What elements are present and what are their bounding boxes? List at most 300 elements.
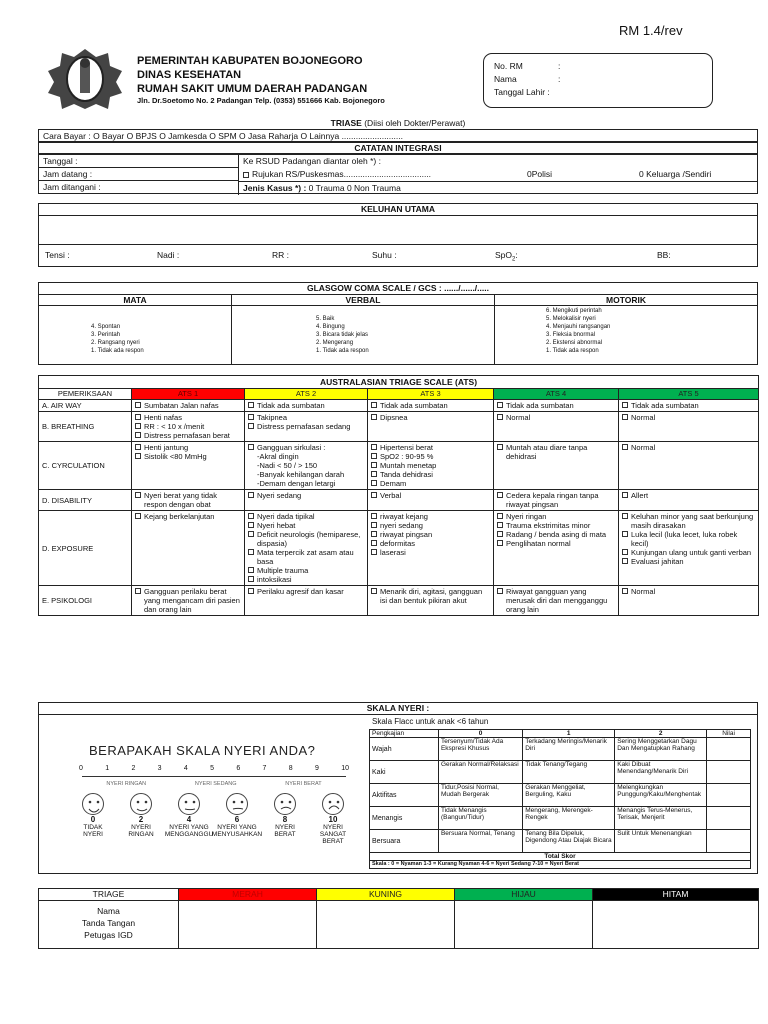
signature-hitam[interactable] xyxy=(593,901,759,949)
checkbox-icon[interactable] xyxy=(248,549,254,555)
triage-hijau: HIJAU xyxy=(455,889,593,901)
no-rm-label: No. RM xyxy=(494,61,523,71)
gcs-verbal-item: 3. Bicara tidak jelas xyxy=(316,332,369,338)
ats-option-label: Tidak ada sumbatan xyxy=(380,401,448,410)
band-sedang: NYERI SEDANG xyxy=(194,781,237,787)
checkbox-icon[interactable] xyxy=(371,444,377,450)
ats-cell xyxy=(619,412,759,442)
face-icon xyxy=(322,793,344,815)
checkbox-icon[interactable] xyxy=(622,492,628,498)
face-item[interactable] xyxy=(121,793,161,845)
checkbox-icon[interactable] xyxy=(622,402,628,408)
checkbox-icon[interactable] xyxy=(135,513,141,519)
gcs-verbal-list xyxy=(232,306,495,364)
ats-option[interactable] xyxy=(248,401,364,410)
ats-option[interactable] xyxy=(371,443,490,452)
ats-option-label: Perilaku agresif dan kasar xyxy=(257,587,344,596)
triage-footer-table xyxy=(38,888,759,949)
checkbox-icon[interactable] xyxy=(622,549,628,555)
signature-kuning[interactable] xyxy=(317,901,455,949)
gcs-verbal-item: 4. Bingung xyxy=(316,324,345,330)
ats-option[interactable] xyxy=(622,443,755,452)
checkbox-icon[interactable] xyxy=(248,576,254,582)
ats-option[interactable] xyxy=(622,512,755,530)
checkbox-icon[interactable] xyxy=(497,513,503,519)
band-ringan: NYERI RINGAN xyxy=(106,781,147,787)
pain-faces xyxy=(73,793,363,845)
ats-option-label: -Banyak kehilangan darah xyxy=(257,470,345,479)
flacc-nilai-cell[interactable] xyxy=(707,807,751,830)
ats-option-label: -Nadi < 50 / > 150 xyxy=(257,461,318,470)
ats-option-label: intoksikasi xyxy=(257,575,292,584)
catatan-body xyxy=(38,154,758,194)
face-item[interactable] xyxy=(211,793,263,845)
ats-option[interactable] xyxy=(248,491,364,500)
ats-cell xyxy=(245,442,368,490)
ats-option-label: Henti nafas xyxy=(144,413,182,422)
ats-option[interactable] xyxy=(135,587,241,614)
gcs-section xyxy=(38,282,758,365)
ats-cell xyxy=(368,412,494,442)
ats-cell xyxy=(368,442,494,490)
checkbox-icon[interactable] xyxy=(371,540,377,546)
checkbox-icon[interactable] xyxy=(622,588,628,594)
spo2-label xyxy=(495,250,518,263)
ats-option-label: Trauma ekstrimitas minor xyxy=(506,521,591,530)
gcs-mata-item: 4. Spontan xyxy=(91,324,121,330)
ats-row-label: E. PSIKOLOGI xyxy=(39,586,132,616)
checkbox-icon[interactable] xyxy=(135,402,141,408)
ats-option[interactable] xyxy=(248,512,364,521)
flacc-row xyxy=(370,784,751,807)
rujukan-option[interactable] xyxy=(243,169,431,179)
checkbox-icon[interactable] xyxy=(371,471,377,477)
jenis-kasus-label: Jenis Kasus *) : xyxy=(243,183,307,193)
ats-option-label: riwayat pingsan xyxy=(380,530,433,539)
ats-option-label: Hipertensi berat xyxy=(380,443,433,452)
ats-option[interactable] xyxy=(371,587,490,605)
face-item[interactable] xyxy=(73,793,113,845)
ats-option-label: Normal xyxy=(631,443,656,452)
flacc-cell: Gerakan Menggeliat, Berguling, Kaku xyxy=(523,784,615,807)
signature-merah[interactable] xyxy=(179,901,317,949)
face-label: TIDAK NYERI xyxy=(83,824,103,838)
ats-option[interactable] xyxy=(497,512,615,521)
ats-option[interactable] xyxy=(248,548,364,566)
flacc-cell: Tersenyum/Tidak Ada Ekspresi Khusus xyxy=(438,738,522,761)
ats-row xyxy=(39,412,759,442)
ats-cell xyxy=(245,511,368,586)
ats-option[interactable] xyxy=(497,530,615,539)
catatan-title xyxy=(38,142,758,154)
checkbox-icon[interactable] xyxy=(135,423,141,429)
ats-option-label: Kejang berkelanjutan xyxy=(144,512,215,521)
checkbox-icon[interactable] xyxy=(371,549,377,555)
flacc-nilai-cell[interactable] xyxy=(707,761,751,784)
pain-question: BERAPAKAH SKALA NYERI ANDA? xyxy=(89,743,316,758)
triase-title xyxy=(38,118,758,128)
skala-nyeri-title: SKALA NYERI : xyxy=(39,703,757,715)
ats-option-label: Distress pernafasan sedang xyxy=(257,422,351,431)
flacc-nilai-cell[interactable] xyxy=(707,738,751,761)
checkbox-icon[interactable] xyxy=(622,444,628,450)
face-item[interactable] xyxy=(164,793,214,845)
ats-option-label: nyeri sedang xyxy=(380,521,423,530)
ats-option[interactable] xyxy=(135,443,241,452)
face-value: 4 xyxy=(186,815,192,824)
ats-option[interactable] xyxy=(248,566,364,575)
ats-cell xyxy=(368,586,494,616)
ats-option[interactable] xyxy=(248,479,364,488)
gcs-verbal-item: 5. Baik xyxy=(316,316,335,322)
keluarga-option[interactable]: 0 Keluarga /Sendiri xyxy=(639,169,712,179)
ats-option-label: Radang / benda asing di mata xyxy=(506,530,607,539)
ats-option[interactable] xyxy=(371,452,490,461)
gcs-motorik-item: 2. Ekstensi abnormal xyxy=(546,340,603,346)
checkbox-icon[interactable] xyxy=(497,414,503,420)
ats-option[interactable] xyxy=(371,512,490,521)
checkbox-icon[interactable] xyxy=(135,588,141,594)
ats-option[interactable] xyxy=(371,479,490,488)
scale-number: 3 xyxy=(157,765,162,772)
patient-id-box xyxy=(483,53,713,108)
checkbox-icon[interactable] xyxy=(622,558,628,564)
gcs-motorik-list xyxy=(495,306,757,364)
nama-colon: : xyxy=(558,74,561,84)
flacc-cell: Melengkungkan Punggung/Kaku/Menghentak xyxy=(615,784,707,807)
scale-number: 9 xyxy=(314,765,319,772)
ats-option[interactable] xyxy=(371,413,490,422)
flacc-title: Skala Flacc untuk anak <6 tahun xyxy=(372,717,489,726)
checkbox-icon[interactable] xyxy=(135,414,141,420)
ats-option-label: Demam xyxy=(380,479,407,488)
nama-label: Nama xyxy=(494,74,517,84)
ats-level-3: ATS 3 xyxy=(368,389,494,400)
ats-option[interactable] xyxy=(135,491,241,509)
ats-cell xyxy=(132,586,245,616)
checkbox-icon[interactable] xyxy=(371,453,377,459)
flacc-total: Total Skor xyxy=(370,853,751,861)
ats-cell xyxy=(132,511,245,586)
ats-option-label: Sumbatan Jalan nafas xyxy=(144,401,219,410)
jam-datang-field: Jam datang : xyxy=(39,168,238,181)
flacc-scale-note: Skala : 0 = Nyaman 1-3 = Kurang Nyaman 4-6 = Nyeri Sedang 7-10 = Nyeri Berat xyxy=(370,861,751,869)
ats-option[interactable] xyxy=(497,587,615,614)
ats-option[interactable] xyxy=(135,401,241,410)
ats-row-label: D. DISABILITY xyxy=(39,490,132,511)
face-icon xyxy=(178,793,200,815)
ats-option[interactable] xyxy=(622,401,755,410)
ats-option-label: Gangguan sirkulasi : xyxy=(257,443,326,452)
ats-option[interactable] xyxy=(371,521,490,530)
flacc-rows xyxy=(370,738,751,853)
ats-cell xyxy=(494,586,619,616)
faces-row xyxy=(73,793,353,845)
ats-option[interactable] xyxy=(371,470,490,479)
checkbox-icon[interactable] xyxy=(243,172,249,178)
scale-number: 6 xyxy=(236,765,241,772)
flacc-head: Nilai xyxy=(707,730,751,738)
ats-option[interactable] xyxy=(248,470,364,479)
checkbox-icon[interactable] xyxy=(622,531,628,537)
ats-cell xyxy=(619,586,759,616)
ats-option[interactable] xyxy=(135,452,241,461)
header-line2: DINAS KESEHATAN xyxy=(137,69,242,81)
ats-option[interactable] xyxy=(371,461,490,470)
checkbox-icon[interactable] xyxy=(248,522,254,528)
polisi-option[interactable]: 0Polisi xyxy=(527,169,553,179)
ats-row xyxy=(39,511,759,586)
signature-hijau[interactable] xyxy=(455,901,593,949)
ats-option-label: -Demam dengan letargi xyxy=(257,479,336,488)
ats-option-label: Muntah menetap xyxy=(380,461,437,470)
ats-option[interactable] xyxy=(371,401,490,410)
ats-option[interactable] xyxy=(248,443,364,452)
ats-option[interactable] xyxy=(622,557,755,566)
ats-row xyxy=(39,442,759,490)
flacc-table xyxy=(369,729,751,869)
scale-number: 8 xyxy=(288,765,293,772)
ats-option-label: deformitas xyxy=(380,539,416,548)
gcs-mata-item: 3. Perintah xyxy=(91,332,121,338)
triage-label: TRIAGE xyxy=(39,889,179,901)
diantar-label: Ke RSUD Padangan diantar oleh *) : xyxy=(243,156,381,166)
gcs-mata-list xyxy=(39,306,232,364)
checkbox-icon[interactable] xyxy=(622,414,628,420)
band-berat: NYERI BERAT xyxy=(285,781,322,787)
flacc-cell: Tidur,Posisi Normal, Mudah Bergerak xyxy=(438,784,522,807)
flacc-nilai-cell[interactable] xyxy=(707,830,751,853)
ats-option-label: Cedera kepala ringan tanpa riwayat pingsan xyxy=(506,491,599,509)
ats-row-label: B. BREATHING xyxy=(39,412,132,442)
ats-option[interactable] xyxy=(248,452,364,461)
ats-row xyxy=(39,586,759,616)
ats-option[interactable] xyxy=(248,587,364,596)
ats-section xyxy=(38,375,758,616)
ats-level-5: ATS 5 xyxy=(619,389,759,400)
checkbox-icon[interactable] xyxy=(135,432,141,438)
ats-row xyxy=(39,400,759,412)
ats-option[interactable] xyxy=(248,530,364,548)
nadi-label: Nadi : xyxy=(157,250,180,260)
ats-cell xyxy=(368,490,494,511)
flacc-head: 1 xyxy=(523,730,615,738)
ats-cell xyxy=(494,490,619,511)
ats-option-label: Tanda dehidrasi xyxy=(380,470,433,479)
ats-option[interactable] xyxy=(497,539,615,548)
ats-option-label: Tidak ada sumbatan xyxy=(506,401,574,410)
header-line1: PEMERINTAH KABUPATEN BOJONEGORO xyxy=(137,55,363,67)
signature-labels xyxy=(39,901,179,949)
ats-option[interactable] xyxy=(248,422,364,431)
ats-option[interactable] xyxy=(497,491,615,509)
checkbox-icon[interactable] xyxy=(371,462,377,468)
jenis-kasus-options[interactable]: 0 Trauma 0 Non Trauma xyxy=(306,183,401,193)
ats-option[interactable] xyxy=(371,491,490,500)
ats-option[interactable] xyxy=(371,539,490,548)
face-label: NYERI YANG MENGGANGGU xyxy=(164,824,214,838)
ats-level-4: ATS 4 xyxy=(494,389,619,400)
ats-option[interactable] xyxy=(622,587,755,596)
checkbox-icon[interactable] xyxy=(371,588,377,594)
checkbox-icon[interactable] xyxy=(248,423,254,429)
gcs-mata-item: 2. Rangsang nyeri xyxy=(91,340,140,346)
face-icon xyxy=(130,793,152,815)
face-icon xyxy=(274,793,296,815)
tensi-label: Tensi : xyxy=(45,250,70,260)
ats-cell xyxy=(368,400,494,412)
ats-option-label: Deficit neurologis (hemiparese, dispasia) xyxy=(257,530,361,548)
ats-cell xyxy=(132,400,245,412)
checkbox-icon[interactable] xyxy=(622,513,628,519)
ats-option[interactable] xyxy=(248,575,364,584)
ats-option-label: RR : < 10 x /menit xyxy=(144,422,205,431)
flacc-cell: Gerakan Normal/Relaksasi xyxy=(438,761,522,784)
checkbox-icon[interactable] xyxy=(497,492,503,498)
gcs-verbal-item: 2. Mengerang xyxy=(316,340,354,346)
checkbox-icon[interactable] xyxy=(248,402,254,408)
flacc-cell: Sulit Untuk Menenangkan xyxy=(615,830,707,853)
flacc-nilai-cell[interactable] xyxy=(707,784,751,807)
checkbox-icon[interactable] xyxy=(497,588,503,594)
checkbox-icon[interactable] xyxy=(497,402,503,408)
ats-cell xyxy=(619,442,759,490)
face-icon xyxy=(226,793,248,815)
triase-title-note: (Diisi oleh Dokter/Perawat) xyxy=(364,118,466,128)
ats-cell xyxy=(494,412,619,442)
checkbox-icon[interactable] xyxy=(371,402,377,408)
checkbox-icon[interactable] xyxy=(371,513,377,519)
checkbox-icon[interactable] xyxy=(371,480,377,486)
ats-option[interactable] xyxy=(497,443,615,461)
ats-option-label: -Akral dingin xyxy=(257,452,299,461)
ats-option[interactable] xyxy=(135,512,241,521)
ats-option-label: SpO2 : 90-95 % xyxy=(380,452,434,461)
face-label: NYERI SANGAT BERAT xyxy=(319,824,347,845)
checkbox-icon[interactable] xyxy=(248,567,254,573)
tgl-lahir-label: Tanggal Lahir : xyxy=(494,87,550,97)
ats-option-label: Normal xyxy=(631,587,656,596)
cara-bayar-row: Cara Bayar : O Bayar O BPJS O Jamkesda O SPM O Jasa Raharja O Lainnya .......................... xyxy=(38,129,758,142)
ats-option[interactable] xyxy=(135,431,241,440)
ats-option-label: Menarik diri, agitasi, gangguan isi dan bentuk pikiran akut xyxy=(380,587,483,605)
face-label: NYERI YANG MENYUSAHKAN xyxy=(211,824,263,838)
ats-option-label: Sistolik <80 MmHg xyxy=(144,452,207,461)
ats-option[interactable] xyxy=(135,413,241,422)
ats-cell xyxy=(619,400,759,412)
ats-option[interactable] xyxy=(497,413,615,422)
flacc-category: Aktifitas xyxy=(370,784,439,807)
checkbox-icon[interactable] xyxy=(371,531,377,537)
header-line3: RUMAH SAKIT UMUM DAERAH PADANGAN xyxy=(137,83,368,95)
ats-option[interactable] xyxy=(622,491,755,500)
face-label: NYERI RINGAN xyxy=(128,824,154,838)
flacc-cell: Sering Menggetarkan Dagu Dan Mengatupkan Rahang xyxy=(615,738,707,761)
ats-rows xyxy=(39,400,759,616)
rr-label: RR : xyxy=(272,250,289,260)
logo-emblem xyxy=(44,47,126,111)
ats-option[interactable] xyxy=(622,413,755,422)
checkbox-icon[interactable] xyxy=(248,492,254,498)
ats-option-label: Normal xyxy=(506,413,531,422)
ttd-label: Tanda Tangan xyxy=(81,918,136,928)
ats-cell xyxy=(368,511,494,586)
checkbox-icon[interactable] xyxy=(248,513,254,519)
ats-option[interactable] xyxy=(497,521,615,530)
face-value: 0 xyxy=(90,815,96,824)
triage-hitam: HITAM xyxy=(593,889,759,901)
ats-option[interactable] xyxy=(371,530,490,539)
checkbox-icon[interactable] xyxy=(497,540,503,546)
ats-option-label: Kunjungan ulang untuk ganti verban xyxy=(631,548,752,557)
triage-footer xyxy=(38,888,758,949)
scale-number: 0 xyxy=(79,765,83,772)
pain-bands xyxy=(82,781,346,787)
gcs-motorik-item: 3. Fleksia bnormal xyxy=(546,332,596,338)
checkbox-icon[interactable] xyxy=(497,444,503,450)
checkbox-icon[interactable] xyxy=(371,522,377,528)
ats-option-label: laserasi xyxy=(380,548,406,557)
flacc-cell: Menangis Terus-Menerus, Terisak, Menjerit xyxy=(615,807,707,830)
checkbox-icon[interactable] xyxy=(135,453,141,459)
gcs-verbal-item: 1. Tidak ada respon xyxy=(316,348,369,354)
petugas-label: Petugas IGD xyxy=(84,930,133,940)
gcs-motorik-item: 5. Melokalisir nyeri xyxy=(546,316,596,322)
checkbox-icon[interactable] xyxy=(497,522,503,528)
face-item[interactable] xyxy=(313,793,353,845)
ats-option-label: Muntah atau diare tanpa dehidrasi xyxy=(506,443,588,461)
checkbox-icon[interactable] xyxy=(135,492,141,498)
checkbox-icon[interactable] xyxy=(371,414,377,420)
ats-option[interactable] xyxy=(622,548,755,557)
checkbox-icon[interactable] xyxy=(371,492,377,498)
spo2-sub: 2 xyxy=(512,256,516,263)
ats-option-label: Nyeri hebat xyxy=(257,521,296,530)
ats-option-label: Normal xyxy=(631,413,656,422)
spo2-text: SpO xyxy=(495,250,513,260)
checkbox-icon[interactable] xyxy=(135,444,141,450)
face-value: 6 xyxy=(234,815,240,824)
gcs-mata-item: 1. Tidak ada respon xyxy=(91,348,144,354)
flacc-cell: Kaki Dibuat Menendang/Menarik Diri xyxy=(615,761,707,784)
header-address: Jln. Dr.Soetomo No. 2 Padangan Telp. (0353) 551666 Kab. Bojonegoro xyxy=(137,96,385,105)
flacc-head: 0 xyxy=(438,730,522,738)
scale-number: 2 xyxy=(131,765,136,772)
ats-option[interactable] xyxy=(248,461,364,470)
ats-row xyxy=(39,490,759,511)
ats-level-1: ATS 1 xyxy=(132,389,245,400)
ats-title: AUSTRALASIAN TRIAGE SCALE (ATS) xyxy=(39,376,759,389)
ats-option[interactable] xyxy=(622,530,755,548)
checkbox-icon[interactable] xyxy=(248,444,254,450)
ats-option[interactable] xyxy=(371,548,490,557)
ats-option-label: Gangguan perilaku berat yang mengancam diri pasien dan orang lain xyxy=(144,587,240,614)
scale-number: 1 xyxy=(105,765,110,772)
ats-option[interactable] xyxy=(497,401,615,410)
ats-row-label: D. EXPOSURE xyxy=(39,511,132,586)
checkbox-icon[interactable] xyxy=(248,414,254,420)
ats-option[interactable] xyxy=(248,413,364,422)
checkbox-icon[interactable] xyxy=(248,531,254,537)
ats-option[interactable] xyxy=(248,521,364,530)
flacc-row xyxy=(370,830,751,853)
face-item[interactable] xyxy=(265,793,305,845)
checkbox-icon[interactable] xyxy=(497,531,503,537)
ats-option[interactable] xyxy=(135,422,241,431)
checkbox-icon[interactable] xyxy=(248,588,254,594)
flacc-head: Pengkajian xyxy=(370,730,439,738)
flacc-table-wrap xyxy=(369,729,751,869)
